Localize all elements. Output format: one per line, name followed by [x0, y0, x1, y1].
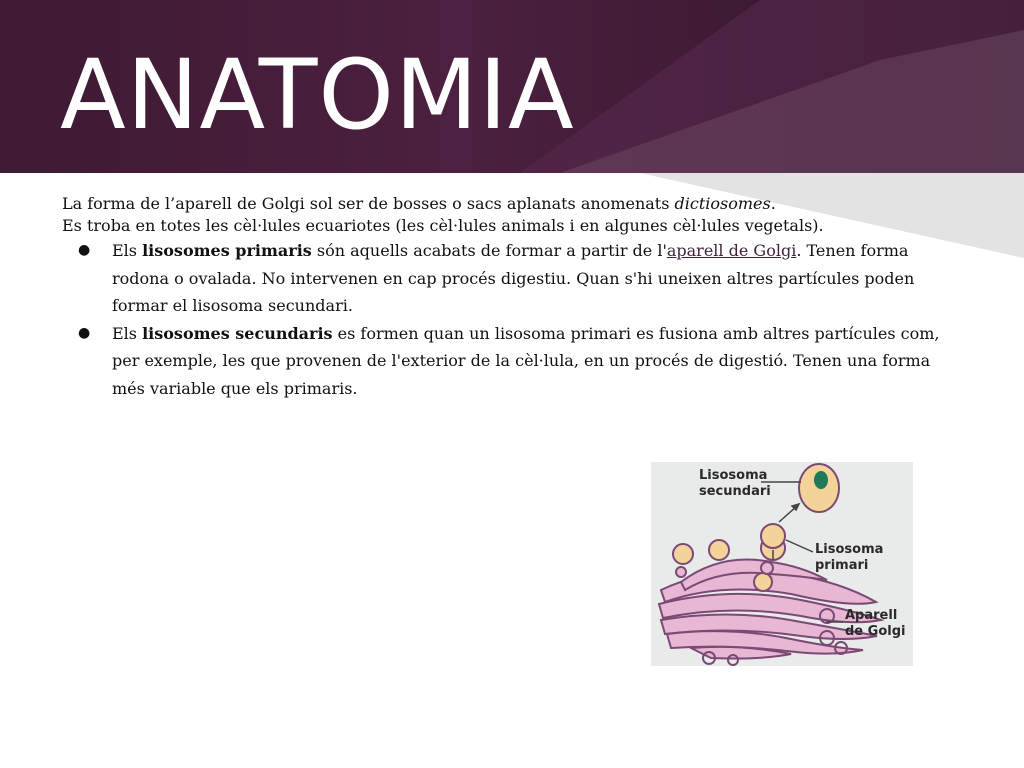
- golgi-link[interactable]: aparell de Golgi: [666, 241, 797, 260]
- bullet-list: [62, 237, 952, 402]
- bullet-text: es formen quan un lisosoma primari es fusiona amb altres partícules com, per exemple, les que provenen de l'exterior de la cèl·lula, en un procés de digestió. Tenen una forma més variable que els primaris.: [112, 323, 940, 398]
- intro-line-1-end: .: [770, 194, 776, 213]
- label-line: Lisosoma: [699, 468, 768, 483]
- slide-body: [62, 193, 952, 402]
- intro-italic-term: dictiosomes: [674, 194, 771, 213]
- slide-title: ANATOMIA: [60, 39, 575, 151]
- label-line: secundari: [699, 484, 771, 499]
- golgi-lysosome-diagram: [651, 462, 913, 666]
- bullet-marker: ●: [78, 324, 91, 341]
- bullet-marker: ●: [78, 242, 91, 258]
- intro-line-2: Es troba en totes les cèl·lules ecuariotes (les cèl·lules animals i en algunes cèl·lules vegetals).: [62, 216, 824, 235]
- label-line: de Golgi: [845, 624, 906, 639]
- label-lisosoma-primari: [815, 542, 883, 574]
- label-line: Lisosoma: [815, 542, 884, 557]
- intro-line-1: [62, 193, 952, 215]
- bullet-item-primaris: [62, 237, 952, 320]
- phagocytosed-particle: [814, 471, 828, 489]
- bullet-bold-term: lisosomes primaris: [142, 241, 312, 260]
- bullet-bold-term: lisosomes secundaris: [142, 323, 333, 343]
- label-line: primari: [815, 558, 869, 573]
- intro-text: [62, 193, 952, 237]
- bullet-text: Els: [112, 323, 143, 343]
- bullet-item-secundaris: [62, 320, 952, 403]
- bullet-text: Els: [112, 241, 143, 260]
- bullet-text: . Tenen forma rodona o ovalada. No intervenen en cap procés digestiu. Quan s'hi uneixen altres partícules poden formar el lisosoma secundari.: [112, 241, 915, 315]
- intro-line-1-text: La forma de l’aparell de Golgi sol ser de bosses o sacs aplanats anomenats: [62, 194, 675, 213]
- primary-lysosome: [761, 524, 785, 548]
- label-line: Aparell: [845, 608, 898, 623]
- bullet-text: són aquells acabats de formar a partir de l': [311, 241, 667, 260]
- label-lisosoma-secundari: [699, 468, 771, 500]
- label-aparell-de-golgi: [845, 608, 905, 640]
